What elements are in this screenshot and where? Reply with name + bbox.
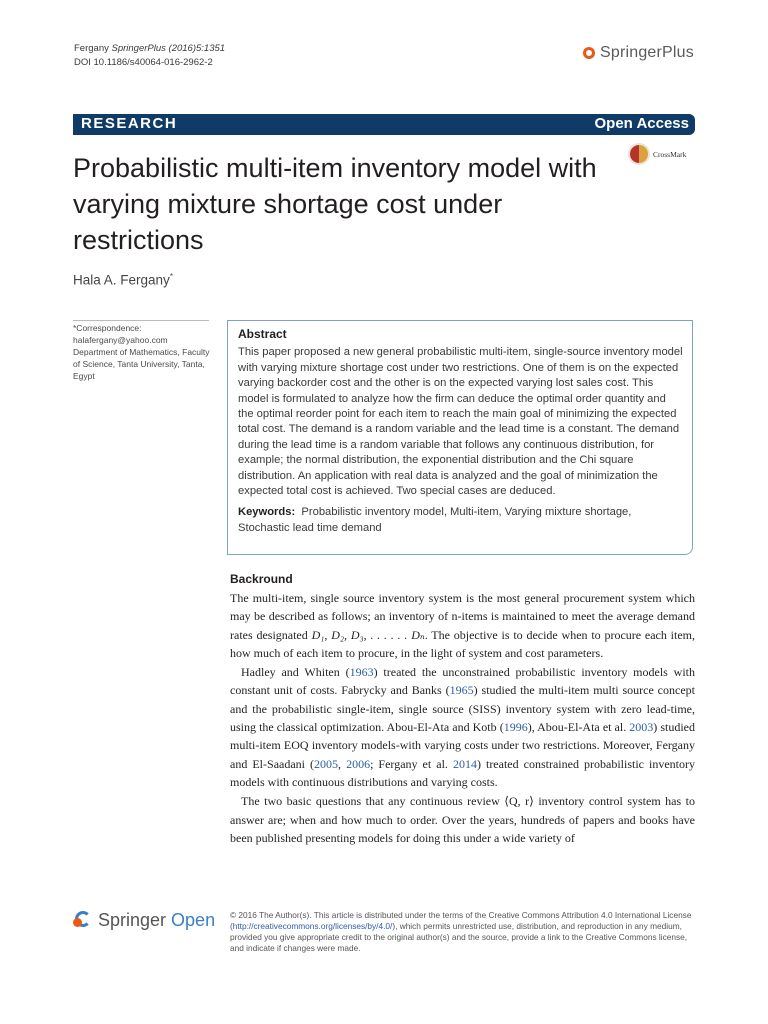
doi[interactable]: DOI 10.1186/s40064-016-2962-2	[74, 57, 213, 68]
license-notice	[230, 910, 696, 954]
journal-name: SpringerPlus	[111, 43, 166, 54]
springeropen-logo	[73, 910, 215, 931]
citation-volume: (2016)5:1351	[168, 43, 226, 54]
open-access-label: Open Access	[594, 115, 689, 132]
sidebar-divider	[73, 320, 209, 321]
crossmark-label: CrossMark	[653, 149, 687, 159]
text-run: Hadley and Whiten (	[241, 665, 350, 680]
citation-link[interactable]: 1965	[449, 683, 474, 698]
text-run: . The objective is to decide when to procure each item, how much of each item to procure, in the light of system and cost parameters.	[230, 627, 695, 660]
logo-springer: Springer	[98, 910, 167, 930]
section-banner	[73, 114, 695, 135]
license-text: ), which permits unrestricted use, distribution, and reproduction in any medium, provided you give appropriate credit to the original author(s) and the source, provide a link to the Creative Commons license, and indicate if changes were made.	[230, 921, 688, 953]
citation-link[interactable]: 1963	[349, 665, 374, 680]
crossmark-badge[interactable]	[628, 143, 686, 165]
author-short: Fergany	[74, 43, 109, 54]
keywords-label: Keywords:	[238, 506, 296, 519]
paragraph-1	[230, 589, 695, 662]
author-email[interactable]: halafergany@yahoo.com	[73, 335, 168, 345]
author-line	[73, 272, 173, 288]
text-run: The multi-item, single source inventory system is the most general procurement system which may be described as follows; an inventory of n-items is maintained to meet the average demand rates designated	[230, 591, 695, 642]
abstract-heading: Abstract	[238, 327, 287, 341]
text-run: ) studied the multi-item multi source concept and the probabilistic single-item, single source (SISS) inventory system with zero lead-time, using the classical optimization. Abou-El-Ata and Kotb (	[230, 683, 695, 735]
springer-open-icon	[73, 911, 93, 931]
author-mark: *	[169, 272, 173, 281]
citation-link[interactable]: 1996	[503, 720, 528, 735]
body-text	[230, 589, 695, 848]
keywords-list: Probabilistic inventory model, Multi-item, Varying mixture shortage, Stochastic lead time demand	[238, 506, 632, 534]
citation-header	[74, 42, 225, 70]
license-text: © 2016 The Author(s). This article is distributed under the terms of the Creative Commons Attribution 4.0 International License (	[230, 910, 692, 931]
abstract-text: This paper proposed a new general probabilistic multi-item, single-source inventory model with varying mixture shortage cost under two restrictions. One of them is on the expected varying backorder cost and the other is on the expected varying lost sales cost. This model is formulated to analyze how the firm can deduce the optimal order quantity and the optimal reorder point for each item to reach the main goal of minimizing the expected total cost. The demand is a random variable and the lead time is a constant. The demand during the lead time is a random variable that follows any continuous distribution, for example; the normal distribution, the exponential distribution and the Chi square distribution. An application with real data is analyzed and the goal of minimization the expected total cost is achieved. Two special cases are deduced.	[238, 346, 683, 498]
text-run: ) treated the unconstrained probabilistic inventory models with constant unit of costs. Fabrycky and Banks (	[230, 665, 695, 698]
author-name: Hala A. Fergany	[73, 272, 170, 288]
brand-name: SpringerPlus	[599, 44, 694, 61]
logo-open: Open	[171, 910, 216, 930]
text-run: ), Abou-El-Ata et al.	[527, 720, 630, 735]
section-heading-background: Backround	[230, 572, 293, 586]
citation-link[interactable]: 2006	[346, 756, 371, 771]
article-type: RESEARCH	[81, 115, 178, 132]
springer-logo-icon	[583, 47, 595, 59]
keywords	[238, 505, 683, 536]
correspondence-label: *Correspondence:	[73, 323, 142, 333]
text-run: ; Fergany et al.	[370, 756, 453, 771]
text-run: ) studied multi-item EOQ inventory models-with varying costs under two restrictions. Moreover, Fergany and El-Saadani (	[230, 720, 696, 771]
paragraph-3: The two basic questions that any continuous review ⟨Q, r⟩ inventory control system has to answer are; when and how much to order. Over the years, hundreds of papers and books have been published presenting models for doing this under a wide variety of	[230, 794, 695, 845]
article-title: Probabilistic multi-item inventory model with varying mixture shortage cost under restrictions	[73, 153, 597, 255]
paragraph-2	[230, 663, 695, 791]
citation-link[interactable]: 2014	[452, 756, 477, 771]
demand-rates-math: D₁, D₂, D₃, . . . . . . Dₙ	[311, 627, 425, 642]
author-affiliation: Department of Mathematics, Faculty of Science, Tanta University, Tanta, Egypt	[73, 347, 210, 381]
license-link[interactable]: http://creativecommons.org/licenses/by/4.0/	[232, 921, 393, 931]
citation-link[interactable]: 2003	[629, 720, 654, 735]
correspondence-block	[73, 322, 213, 382]
springerplus-logo	[583, 44, 694, 62]
text-run: ,	[338, 756, 347, 771]
abstract-box	[227, 320, 693, 555]
text-run: ) treated constrained probabilistic inventory models with continuous distributions and varying costs.	[230, 756, 696, 789]
citation-link[interactable]: 2005	[314, 756, 339, 771]
